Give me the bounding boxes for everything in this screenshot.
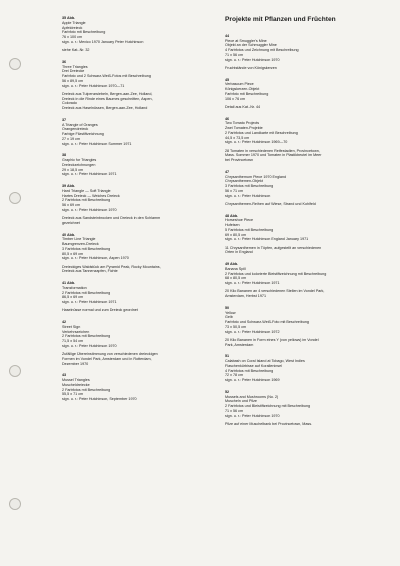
entry-note-line: Dreieckiges Waldstück am Pyramid Peak, Rocky Mountains, [62,264,161,269]
entry-number: 49 Abb. [225,262,239,267]
entry-note-line: 20 Kilo Bananen an 4 verschiedenen Stellen im Vondel Park, [225,289,325,294]
right-column [225,16,393,427]
entry-spacer [225,71,393,78]
entry-spacer [225,383,393,390]
section-heading: Projekte mit Pflanzen und Früchten [225,16,336,23]
entry-line: 71 x 56 cm [225,408,244,413]
entry-line: Apfeldreieck [62,25,83,30]
entry-number: 46 [225,116,230,121]
right-entries [225,34,393,427]
catalog-entry [225,117,393,163]
entry-number: 38 [62,153,67,158]
entry-line: 56 x 69 cm [62,203,81,207]
entry-note [225,338,393,348]
entry-line: Verbascum Piece [225,82,254,87]
entry-spacer [62,313,212,320]
entry-note-line: Haselnüsse normal und zum Dreieck geordnet [62,308,138,313]
left-column [62,16,212,402]
entry-line: 68 x 80,5 cm [225,276,247,281]
entry-note-line: 28 Tomaten in verschiedenen Reifestadien, Provincetown, [225,148,320,153]
entry-number: 35 Abb. [62,16,76,20]
entry-spacer [62,146,212,153]
entry-spacer [225,110,393,117]
binder-hole [9,192,21,204]
entry-line: Mussel Triangles [62,378,90,382]
entry-line: sign. u. r.: Peter Hutchinson 1971 [62,172,117,177]
entry-spacer [225,255,393,262]
entry-line: Transformation [62,285,87,290]
entry-spacer [62,53,212,60]
entry-line: Chrysanthemen-Objekt [225,179,263,184]
catalog-entry [225,306,393,348]
catalog-entry [62,153,212,177]
entry-note-line: Dreieck aus Sandsteinbrocken und Dreieck in den Schlamm [62,216,161,220]
entry-note [225,289,393,299]
entry-line: 2 Farbfotos mit Beschreibung [62,198,111,203]
entry-line: sign. u. r.: Peter Hutchinson 1969—70 [225,140,288,145]
entry-note [225,149,393,163]
entry-line: 80,5 x 69 cm [62,251,84,256]
entry-line: Banana Spill [225,266,246,271]
entry-number: 47 [225,169,230,174]
entry-line: Timber Line Triangle [62,237,96,242]
entry-line: sign. u. r.: Peter Hutchinson 1971 [62,300,117,304]
entry-line: Yellow [225,310,236,315]
entry-spacer [225,163,393,170]
entry-line: Baumgrenzen-Dreieck [62,242,99,246]
entry-spacer [62,366,212,373]
entry-line: Two Tomato Projects [225,121,260,126]
entry-note [62,216,212,226]
catalog-entry [225,78,393,110]
catalog-entry [225,262,393,299]
entry-number: 43 [62,373,67,378]
entry-number: 37 [62,117,67,122]
catalog-entry [225,34,393,71]
entry-line: Gelb [225,315,233,320]
entry-line: Mussels and Mushrooms (No. 2) [225,394,279,399]
entry-spacer [225,299,393,306]
entry-line: 71,5 x 54 cm [62,339,84,343]
entry-line: A Triangle of Oranges [62,122,98,127]
entry-line: sign. u. r.: Peter Hutchinson England January 1971 [225,237,309,242]
entry-line: 2 Farbfotos und Bleistiftzeichnung mit Beschreibung [225,404,311,409]
entry-note-line: Mass. Sommer 1970 und Tomaten in Plastikbeutel im Meer [225,153,322,158]
entry-line: sign. u. r.: Peter Hutchinson Summer 1971 [62,141,132,146]
entry-line: 106 x 76 cm [225,96,246,101]
entry-line: 3 Farbfotos mit Beschreibung [225,184,274,189]
entry-line: Farbfoto und Schwarz-Weiß-Foto mit Beschreibung [225,320,309,325]
entry-line: sign. u. r.: Peter Hutchinson, September 1970 [62,397,137,401]
entry-line: 73 x 50,5 cm [225,324,247,329]
entry-line: 4 Farbfotos und Zeichnung mit Beschreibung [225,48,299,53]
entry-line: sign. u. r.: Peter Hutchinson [225,193,271,198]
entry-line: 2 Farbfotos mit Beschreibung [62,290,111,295]
entry-line: Chrysanthemum Piece 1970 England [225,174,287,179]
entry-line: 69 x 80,5 cm [225,232,247,237]
entry-line: sign. u. r.: Peter Hutchinson, Aspen 1970 [62,256,129,261]
binder-hole [9,365,21,377]
entry-line: Orangendreieck [62,127,89,132]
entry-line: Hufeisen [225,223,240,228]
entry-note [62,352,212,366]
entry-line: 55,5 x 71 cm [62,392,84,397]
entry-line: 56 x 71 cm [225,188,244,193]
entry-note-line: Formen im Vondel Park, Amsterdam und in Rotterdam, [62,356,152,361]
entry-line: Königskerzen-Objekt [225,87,260,92]
entry-spacer [62,111,212,118]
entry-note-line: Colorado [62,101,77,106]
entry-note [62,265,212,275]
entry-note-line: Dezember 1970 [62,361,89,366]
entry-line: Muscheldreiecke [62,382,90,387]
entry-line: 5 Farbfotos mit Beschreibung [225,227,274,232]
entry-line: sign. u. r.: Peter Hutchinson 1970 [225,57,280,62]
entry-note-line: Detail aus Kat.-Nr. 44 [225,104,261,109]
entry-line: 2 Farbfotos mit Beschreibung [62,334,111,339]
entry-line: sign. u. r.: Peter Hutchinson 1972 [225,329,280,334]
catalog-entry [62,373,212,402]
entry-line: 3 Farbfotos mit Beschreibung [62,246,111,251]
catalog-entry [225,390,393,427]
entry-number: 50 [225,305,230,310]
entry-spacer [62,177,212,184]
entry-line: sign. u. r.: Peter Hutchinson 1971 [225,281,280,286]
entry-line: 86,5 x 69 cm [62,295,84,300]
entry-number: 48 Abb. [225,213,239,218]
entry-line: Hartes Dreieck — Weiches Dreieck [62,193,120,198]
entry-line: sign. u. r.: Peter Hutchinson 1969 [225,378,280,383]
entry-line: 29 x 18,5 cm [62,167,84,172]
entry-number: 39 Abb. [62,184,76,188]
entry-note-line: Dreieck aus Tulpenzwiebeln, Bergen-aan-Zee, Holland, [62,91,153,96]
catalog-entry [225,214,393,256]
entry-note-line: Amsterdam, Herbst 1971 [225,294,266,299]
entry-number: 36 [62,59,67,64]
catalog-entry [62,60,212,111]
entry-note-line: Park, Amsterdam [225,342,254,347]
entry-number: 52 [225,389,230,394]
entry-note [225,246,393,256]
entry-line: Farbfoto mit Beschreibung [62,30,106,35]
entry-line: 2 Farbfotos und Landkarte mit Beschreibung [225,130,298,135]
entry-line: Hard Triangle — Soft Triangle [62,188,111,193]
entry-note-line: Zufällige Übereinstimmung von verschiedenen dreieckigen [62,352,158,356]
entry-line: Objekt an der Schmuggler Mine [225,43,277,48]
entry-note-line: Fruchtstände von Königskerzen [225,65,277,70]
entry-note-line: Dreieck aus Haselnüssen, Bergen-aan-Zee, Holland [62,106,148,110]
entry-number: 42 [62,320,67,324]
entry-line: Flaschenkürbisse auf Koralleninsel [225,363,282,368]
entry-number: 40 Abb. [62,232,76,237]
entry-line: Farbfoto mit Beschreibung [225,91,269,96]
entry-line: 71 x 56 cm [225,52,244,57]
entry-note-line: 11 Chrysanthemen in Töpfen, aufgestellt an verschiedenen [225,245,322,250]
entry-line: Dreieckzeichnungen [62,162,96,167]
entry-line: 27 x 19 cm [62,136,81,141]
entry-line: sign. u. r.: Peter Hutchinson 1970 [225,413,280,418]
entry-line: Drei Dreiecke [62,69,85,74]
catalog-entry [225,170,393,207]
entry-note-line: Chrysanthemen-Reihen auf Wiese, Strand und Kohlfeld [225,201,316,206]
entry-line: Verkehrszeichen [62,329,90,334]
catalog-entry [62,184,212,226]
entry-line: Three Triangles [62,64,88,69]
entry-line: Horseshoe Piece [225,218,254,223]
entry-line: Farbige Filzstiftzeichnung [62,132,104,136]
catalog-entry [62,233,212,275]
entry-number: 51 [225,354,230,359]
entry-line: 76 x 100 cm [62,35,83,39]
catalog-entry [62,16,212,53]
entry-line: Piece at Smuggler's Mine [225,38,267,43]
entry-spacer [62,274,212,281]
entry-spacer [225,347,393,354]
entry-number: 41 Abb. [62,281,76,285]
catalog-entry [225,354,393,383]
entry-note [62,92,212,111]
binder-hole [9,498,21,510]
entry-note-line: gezeichnet [62,220,80,225]
entry-line: sign. u. r.: Peter Hutchinson 1970 [62,207,117,212]
entry-line: Graphic for Triangles [62,158,97,162]
catalog-entry [62,281,212,313]
binder-hole [9,58,21,70]
entry-note-line: Orten in England [225,250,253,255]
entry-line: Farbfoto und 2 Schwarz-Weiß-Fotos mit Beschreibung [62,74,151,78]
entry-line: 2 Farbfotos und kolorierte Bleistiftzeichnung mit Beschreibung [225,271,327,276]
entry-note-line: Dreieck in die Rinde eines Baumes geschnitten, Aspen, [62,96,153,101]
catalog-entry [62,320,212,366]
entry-line: Calabash on Coral Island at Tobago, West Indies [225,359,305,364]
entry-note-line: 20 Kilo Bananen in Form eines Y (von yellows) im Vondel [225,337,319,342]
entry-line: 2 Farbfotos mit Beschreibung [62,387,111,392]
entry-number: 44 [225,33,230,38]
entry-note-line: Pilze auf einer Muschelbank bei Provincetown, Mass. [225,421,313,426]
entry-line: 56 x 89,5 cm [62,78,84,83]
entry-line: 44,5 x 73,5 cm [225,135,250,140]
entry-line: 4 Farbfotos mit Beschreibung [225,368,274,373]
entry-line: Apple Triangle [62,20,86,25]
entry-line: sign. u. r.: Mexico 1970 January Peter Hutchinson [62,39,144,44]
entry-line: Muscheln und Pilze [225,399,257,404]
entry-line: sign. u. r.: Peter Hutchinson 1970 [62,343,117,348]
entry-line: 72 x 78 cm [225,373,244,378]
entry-note-line: siehe Kat.-Nr. 32 [62,48,90,52]
entry-note-line: bei Provincetown [225,158,254,163]
entry-spacer [62,226,212,233]
entry-line: Street Sign [62,324,81,329]
entry-note [225,422,393,427]
entry-line: sign. u. r.: Peter Hutchinson 1970—71 [62,83,125,88]
catalog-entry [62,118,212,147]
entry-spacer [225,207,393,214]
entry-line: Zwei Tomaten-Projekte [225,126,263,131]
entry-number: 45 [225,77,230,82]
entry-note-line: Dreieck aus Tannenzapfen, Fichte [62,269,118,274]
